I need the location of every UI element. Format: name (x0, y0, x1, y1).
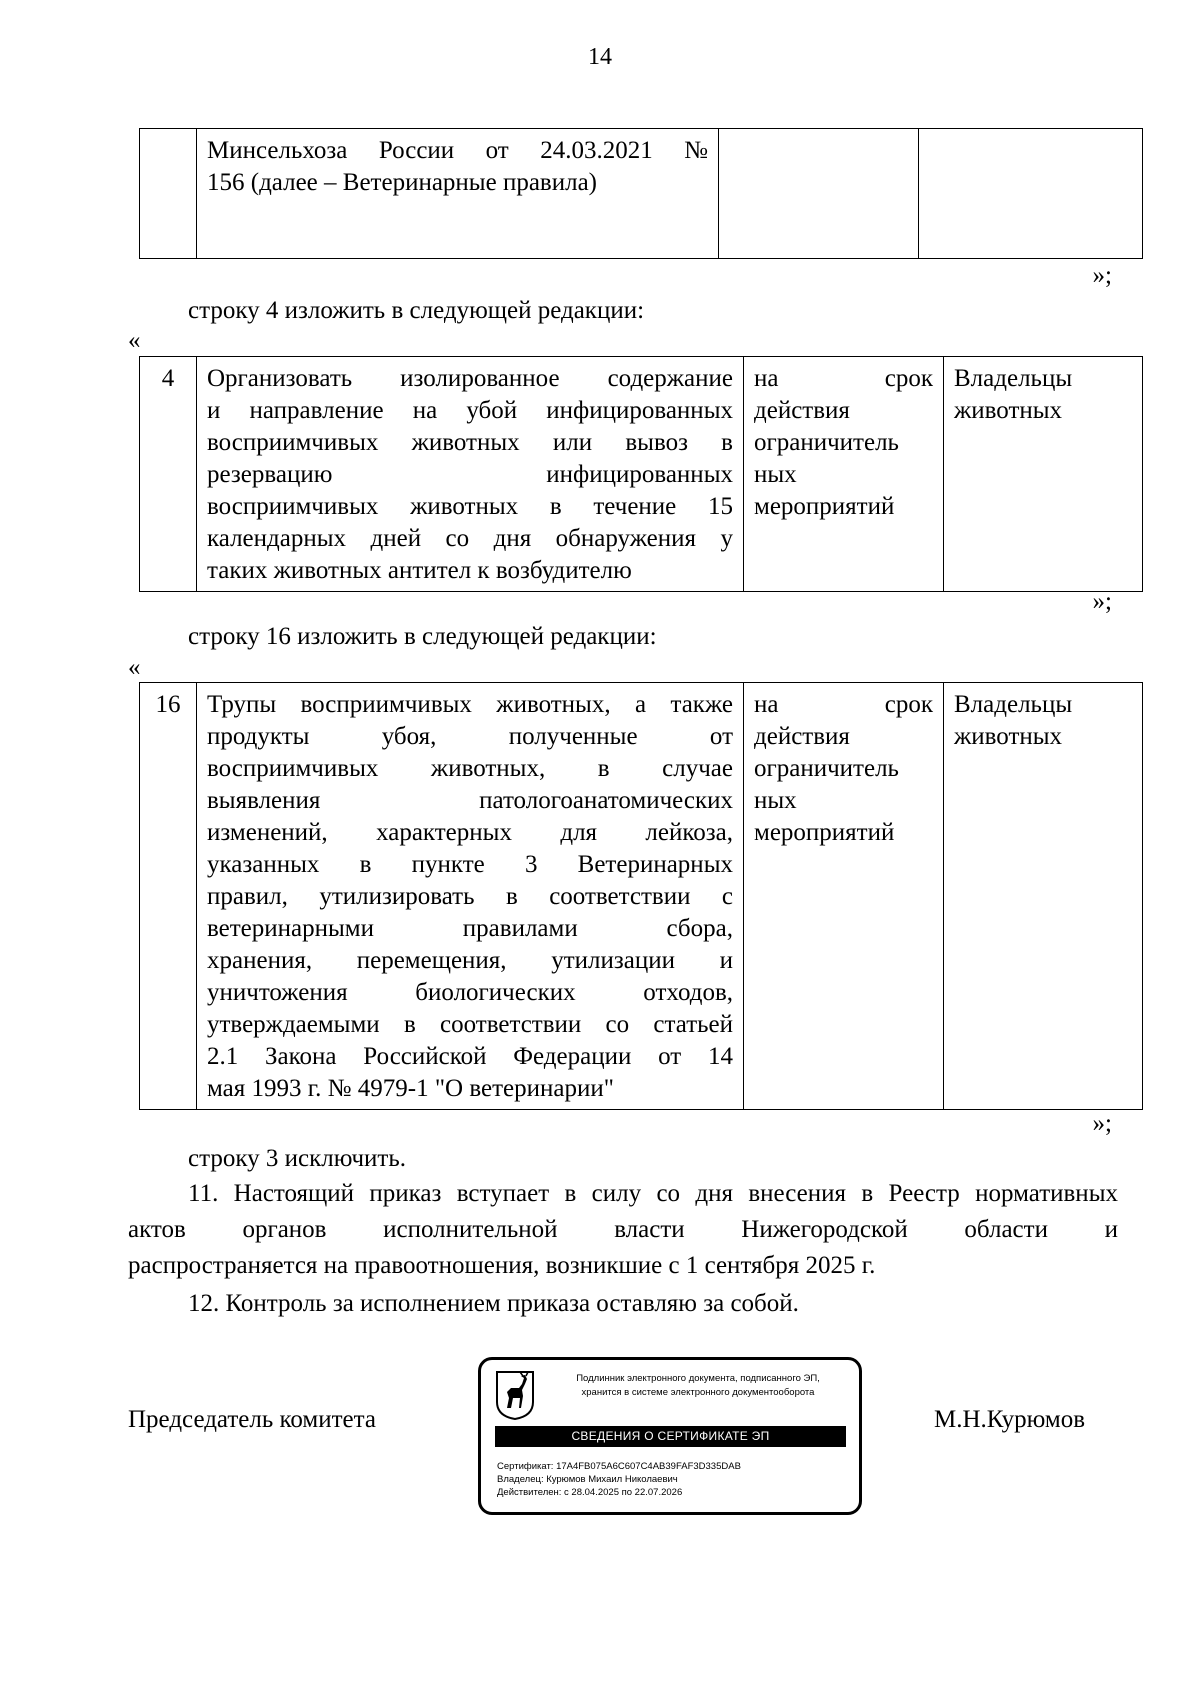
table-row16 (139, 682, 1143, 1110)
cell-num: 4 (140, 357, 197, 592)
term-line: ограничитель (754, 429, 899, 456)
instruction-row4: строку 4 изложить в следующей редакции: (188, 297, 645, 324)
desc-line: календарных дней со дня обнаружения у (207, 525, 733, 552)
instruction-row3: строку 3 исключить. (188, 1145, 406, 1172)
paragraph-11-line: распространяется на правоотношения, возникшие с 1 сентября 2025 г. (128, 1252, 876, 1279)
paragraph-12: 12. Контроль за исполнением приказа оставляю за собой. (188, 1290, 799, 1317)
desc-line: Организовать изолированное содержание (207, 365, 733, 392)
cell-term (744, 357, 944, 592)
closing-quote: »; (1092, 588, 1112, 615)
closing-quote: »; (1092, 262, 1112, 289)
e-signature-stamp (478, 1357, 862, 1515)
closing-quote: »; (1092, 1110, 1112, 1137)
desc-line: таких животных антител к возбудителю (207, 557, 632, 584)
responsible-line: животных (954, 723, 1063, 750)
desc-line: указанных в пункте 3 Ветеринарных (207, 851, 733, 878)
desc-line: Минсельхоза России от 24.03.2021 № (207, 137, 708, 164)
term-line: ных (754, 787, 797, 814)
signature-name: М.Н.Курюмов (934, 1406, 1086, 1433)
cell-term (744, 683, 944, 1110)
stamp-owner: Владелец: Курюмов Михаил Николаевич (497, 1474, 678, 1485)
desc-line: хранения, перемещения, утилизации и (207, 947, 733, 974)
cell-num: 16 (140, 683, 197, 1110)
desc-line: уничтожения биологических отходов, (207, 979, 733, 1006)
paragraph-11-line: актов органов исполнительной власти Нижегородской области и (128, 1216, 1118, 1243)
stamp-info (497, 1460, 741, 1499)
desc-line: восприимчивых животных, в случае (207, 755, 733, 782)
desc-line: мая 1993 г. № 4979-1 "О ветеринарии" (207, 1075, 614, 1102)
cell-responsible (919, 129, 1143, 259)
desc-line: утверждаемыми в соответствии со статьей (207, 1011, 733, 1038)
stamp-header: СВЕДЕНИЯ О СЕРТИФИКАТЕ ЭП (495, 1426, 846, 1447)
instruction-row16: строку 16 изложить в следующей редакции: (188, 623, 657, 650)
page-number: 14 (588, 44, 612, 70)
table-continuation (139, 128, 1143, 259)
desc-line: выявления патологоанатомических (207, 787, 733, 814)
desc-line: 2.1 Закона Российской Федерации от 14 (207, 1043, 733, 1070)
paragraph-11-line: 11. Настоящий приказ вступает в силу со дня внесения в Реестр нормативных (188, 1180, 1118, 1207)
stamp-note (543, 1372, 853, 1400)
table-row4 (139, 356, 1143, 592)
cell-responsible (944, 357, 1143, 592)
desc-line: 156 (далее – Ветеринарные правила) (207, 169, 598, 196)
responsible-line: Владельцы (954, 365, 1073, 392)
desc-line: ветеринарными правилами сбора, (207, 915, 733, 942)
coat-of-arms-icon (495, 1370, 535, 1420)
desc-line: продукты убоя, полученные от (207, 723, 733, 750)
cell-num (140, 129, 197, 259)
term-line: ограничитель (754, 755, 899, 782)
term-line: действия (754, 397, 850, 424)
opening-quote: « (128, 327, 141, 354)
desc-line: резервацию инфицированных (207, 461, 733, 488)
term-line: на срок (754, 365, 933, 392)
desc-line: и направление на убой инфицированных (207, 397, 733, 424)
desc-line: восприимчивых животных в течение 15 (207, 493, 733, 520)
stamp-certificate: Сертификат: 17A4FB075A6C607C4AB39FAF3D335DAB (497, 1461, 741, 1472)
term-line: мероприятий (754, 493, 895, 520)
responsible-line: Владельцы (954, 691, 1073, 718)
stamp-note-line: Подлинник электронного документа, подписанного ЭП, (576, 1373, 820, 1384)
desc-line: изменений, характерных для лейкоза, (207, 819, 733, 846)
cell-term (719, 129, 919, 259)
paragraph-11 (128, 1176, 1118, 1284)
cell-desc (197, 129, 719, 259)
table-row (140, 683, 1143, 1110)
stamp-note-line: хранится в системе электронного документооборота (581, 1387, 815, 1398)
desc-line: восприимчивых животных или вывоз в (207, 429, 733, 456)
term-line: ных (754, 461, 797, 488)
desc-line: правил, утилизировать в соответствии с (207, 883, 733, 910)
responsible-line: животных (954, 397, 1063, 424)
signature-title: Председатель комитета (128, 1406, 376, 1433)
table-row (140, 357, 1143, 592)
opening-quote: « (128, 654, 141, 681)
term-line: мероприятий (754, 819, 895, 846)
stamp-valid: Действителен: с 28.04.2025 по 22.07.2026 (497, 1487, 683, 1498)
desc-line: Трупы восприимчивых животных, а также (207, 691, 733, 718)
cell-desc (197, 683, 744, 1110)
cell-desc (197, 357, 744, 592)
table-row (140, 129, 1143, 259)
term-line: действия (754, 723, 850, 750)
term-line: на срок (754, 691, 933, 718)
cell-responsible (944, 683, 1143, 1110)
